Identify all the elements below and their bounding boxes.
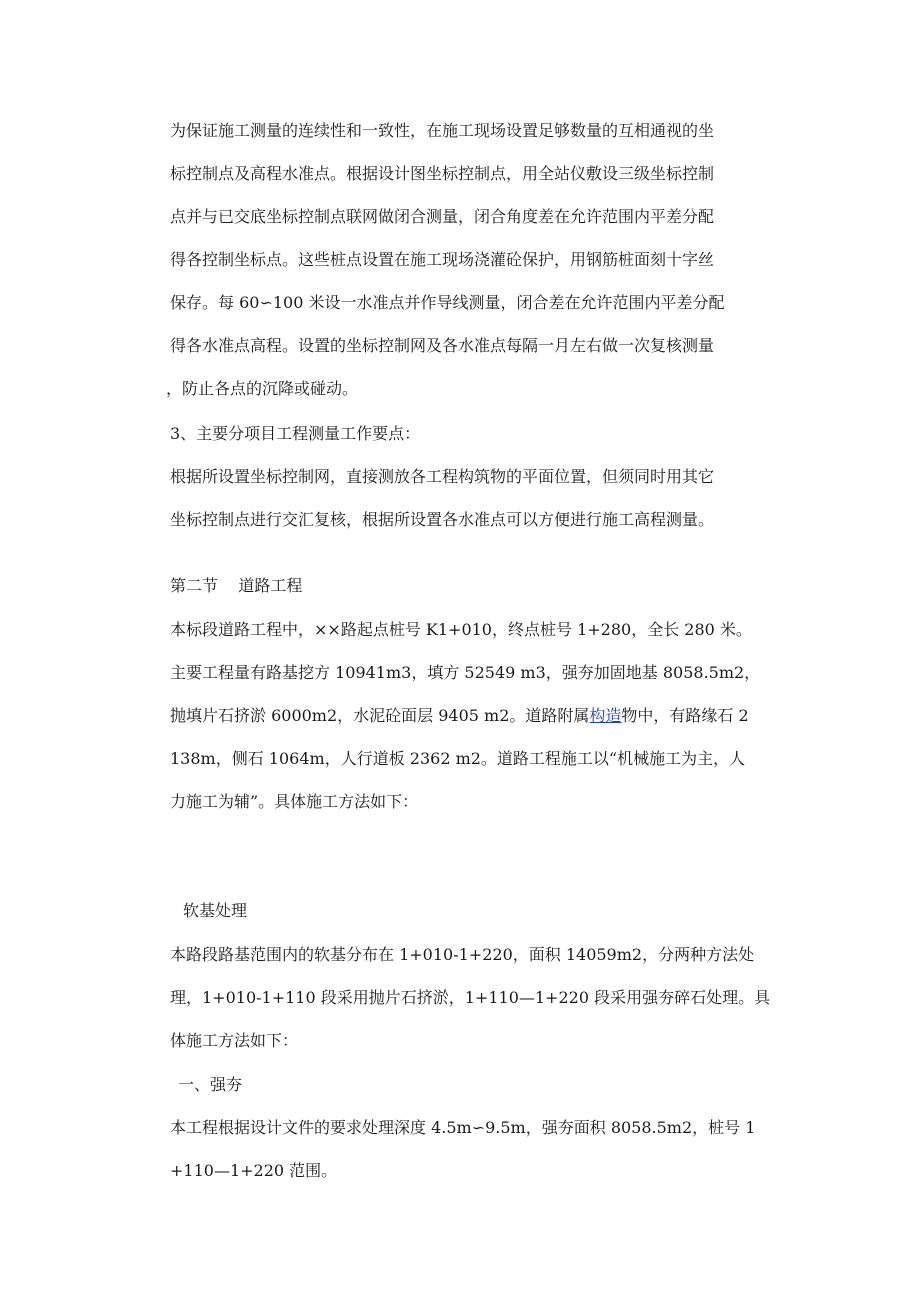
subsection-heading: 软基处理 bbox=[183, 901, 248, 920]
paragraph-line: 本工程根据设计文件的要求处理深度 4.5m∽9.5m，强夯面积 8058.5m2，桩号 1 bbox=[170, 1118, 756, 1137]
paragraph-line: ，防止各点的沉降或碰动。 bbox=[166, 379, 359, 398]
paragraph-line: 138m，侧石 1064m，人行道板 2362 m2。道路工程施工以“机械施工为主，人 bbox=[170, 749, 746, 768]
item-heading: 3、主要分项目工程测量工作要点： bbox=[170, 424, 421, 443]
paragraph-line: 标控制点及高程水准点。根据设计图坐标控制点，用全站仪敷设三级坐标控制 bbox=[170, 164, 715, 183]
paragraph-line: 根据所设置坐标控制网，直接测放各工程构筑物的平面位置，但须同时用其它 bbox=[170, 467, 715, 486]
paragraph-line: 坐标控制点进行交汇复核，根据所设置各水准点可以方便进行施工高程测量。 bbox=[170, 510, 715, 529]
paragraph-line: 点并与已交底坐标控制点联网做闭合测量，闭合角度差在允许范围内平差分配 bbox=[170, 207, 715, 226]
paragraph-line: +110—1+220 范围。 bbox=[170, 1161, 338, 1180]
paragraph-line: 主要工程量有路基挖方 10941m3，填方 52549 m3，强夯加固地基 8058.5m2， bbox=[170, 663, 761, 682]
paragraph-line: 本标段道路工程中，××路起点桩号 K1+010，终点桩号 1+280，全长 280 米。 bbox=[170, 620, 752, 639]
paragraph-line: 得各控制坐标点。这些桩点设置在施工现场浇灌砼保护，用钢筋桩面刻十字丝 bbox=[170, 250, 715, 269]
paragraph-line: 保存。每 60∽100 米设一水准点并作导线测量，闭合差在允许范围内平差分配 bbox=[170, 293, 725, 312]
section-heading: 第二节 道路工程 bbox=[170, 576, 303, 595]
structure-link[interactable]: 构造 bbox=[589, 706, 622, 725]
paragraph-line: 体施工方法如下： bbox=[170, 1031, 299, 1050]
paragraph-line: 得各水准点高程。设置的坐标控制网及各水准点每隔一月左右做一次复核测量 bbox=[170, 336, 715, 355]
paragraph-line: 为保证施工测量的连续性和一致性，在施工现场设置足够数量的互相通视的坐 bbox=[170, 121, 715, 140]
paragraph-line bbox=[170, 706, 749, 726]
paragraph-line: 理，1+010-1+110 段采用抛片石挤淤，1+110—1+220 段采用强夯碎石处理。具 bbox=[170, 988, 771, 1007]
subsection-heading: 一、强夯 bbox=[178, 1075, 243, 1094]
paragraph-line: 力施工为辅”。具体施工方法如下： bbox=[170, 792, 419, 811]
paragraph-text: 物中，有路缘石 2 bbox=[621, 706, 749, 725]
paragraph-text: 抛填片石挤淤 6000m2，水泥砼面层 9405 m2。道路附属 bbox=[170, 706, 590, 725]
paragraph-line: 本路段路基范围内的软基分布在 1+010-1+220，面积 14059m2，分两种方法处 bbox=[170, 945, 755, 964]
